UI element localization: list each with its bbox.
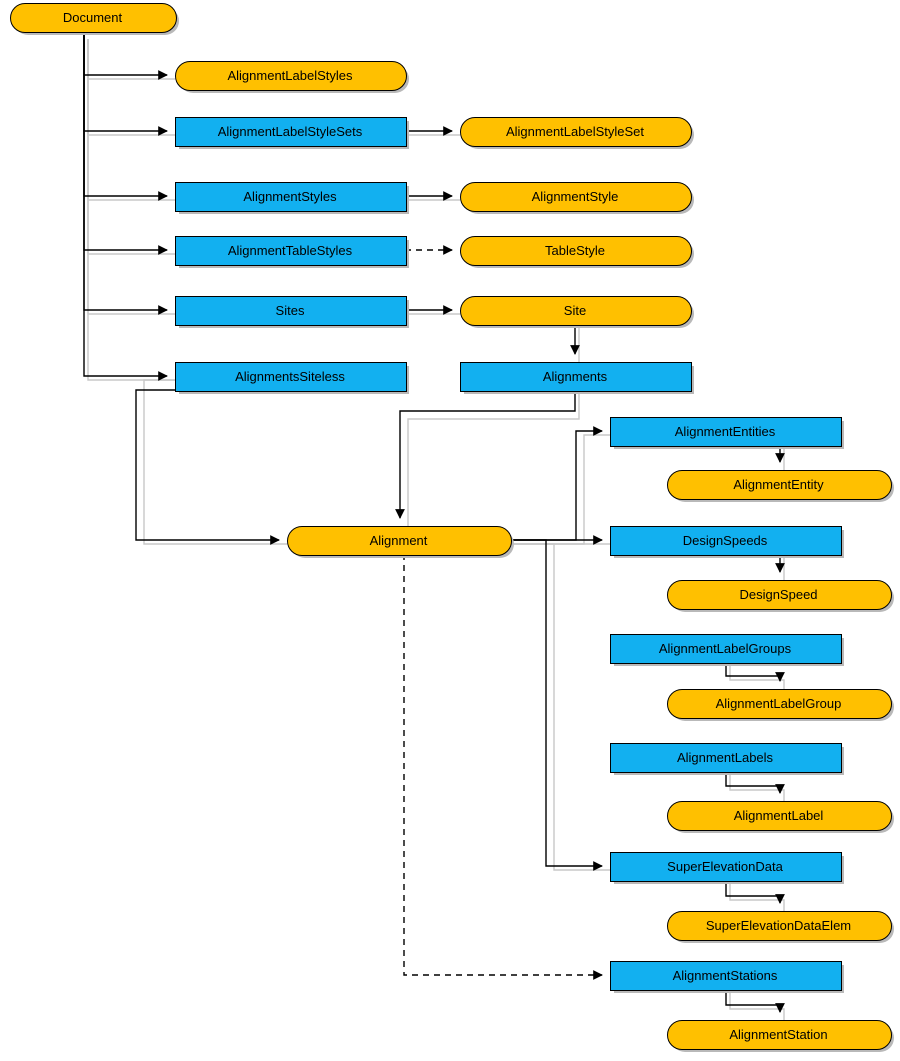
node-label: AlignmentLabelStyleSets [217, 123, 363, 139]
node-label: DesignSpeeds [682, 532, 768, 548]
node-label: AlignmentEntities [674, 423, 776, 439]
node-alignments-siteless[interactable] [175, 362, 405, 390]
node-alignment-label[interactable] [667, 801, 890, 829]
node-label: SuperElevationDataElem [705, 917, 852, 933]
node-alignment[interactable] [287, 526, 510, 554]
node-label: SuperElevationData [667, 858, 783, 874]
node-alignment-entity[interactable] [667, 470, 890, 498]
node-label: AlignmentStation [729, 1026, 828, 1042]
node-label: AlignmentEntity [733, 476, 824, 492]
node-label: TableStyle [545, 242, 605, 258]
node-label: Document [62, 9, 123, 25]
node-label: AlignmentStations [672, 967, 778, 983]
node-alignment-style[interactable] [460, 182, 690, 210]
node-label: Site [563, 302, 587, 318]
node-label: AlignmentStyle [531, 188, 619, 204]
node-label: AlignmentLabelStyleSet [505, 123, 645, 139]
node-design-speeds[interactable] [610, 526, 840, 554]
node-alignment-styles[interactable] [175, 182, 405, 210]
node-label: AlignmentTableStyles [227, 242, 353, 258]
node-design-speed[interactable] [667, 580, 890, 608]
node-site[interactable] [460, 296, 690, 324]
node-alignment-station[interactable] [667, 1020, 890, 1048]
node-document[interactable] [10, 3, 175, 31]
node-label: AlignmentStyles [243, 188, 337, 204]
node-label: AlignmentsSiteless [235, 368, 345, 384]
node-label: AlignmentLabelGroups [658, 640, 792, 656]
node-superelevation-data[interactable] [610, 852, 840, 880]
node-alignment-table-styles[interactable] [175, 236, 405, 264]
node-alignment-label-group[interactable] [667, 689, 890, 717]
node-label: Sites [275, 302, 305, 318]
node-alignments[interactable] [460, 362, 690, 390]
node-alignment-label-styleset[interactable] [460, 117, 690, 145]
node-label: Alignments [542, 368, 608, 384]
node-alignment-entities[interactable] [610, 417, 840, 445]
node-label: AlignmentLabelStyles [227, 67, 353, 83]
node-alignment-stations[interactable] [610, 961, 840, 989]
node-label: AlignmentLabel [733, 807, 824, 823]
node-table-style[interactable] [460, 236, 690, 264]
node-alignment-label-groups[interactable] [610, 634, 840, 662]
node-sites[interactable] [175, 296, 405, 324]
node-label: DesignSpeed [739, 586, 818, 602]
node-alignment-label-stylesets[interactable] [175, 117, 405, 145]
node-label: Alignment [369, 532, 428, 548]
node-label: AlignmentLabels [676, 749, 774, 765]
node-label: AlignmentLabelGroup [715, 695, 842, 711]
node-superelevation-data-elem[interactable] [667, 911, 890, 939]
node-alignment-labels[interactable] [610, 743, 840, 771]
node-alignment-label-styles[interactable] [175, 61, 405, 89]
